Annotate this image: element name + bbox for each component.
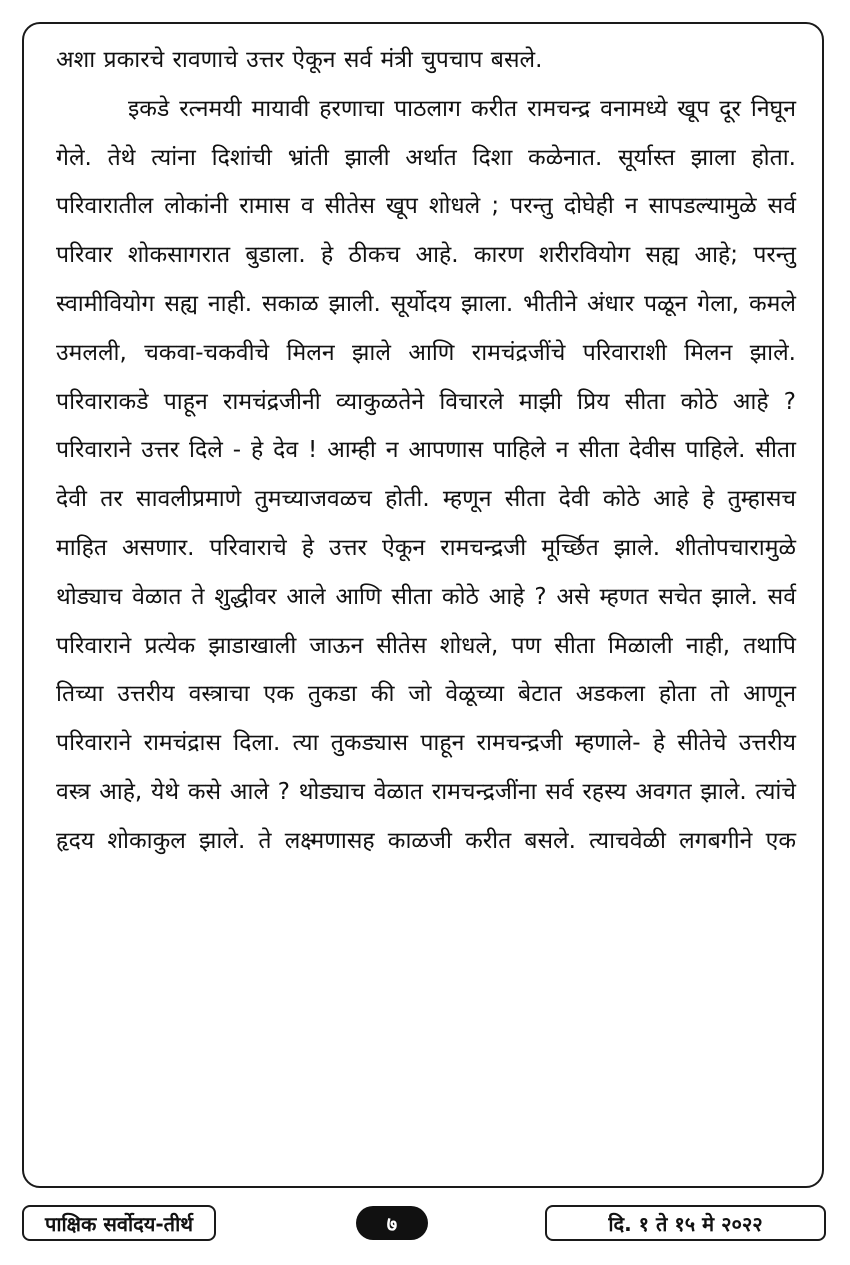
article-body [56, 36, 796, 866]
page-number: ७ [386, 1211, 398, 1236]
issue-date: दि. १ ते १५ मे २०२२ [608, 1211, 763, 1236]
publication-name-box [22, 1205, 216, 1241]
article-paragraph-2: इकडे रत्नमयी मायावी हरणाचा पाठलाग करीत रामचन्द्र वनामध्ये खूप दूर निघून गेले. तेथे त्यांना दिशांची भ्रांती झाली अर्थात दिशा कळेनात. सूर्यास्त झाला होता. परिवारातील लोकांनी रामास व सीतेस खूप शोधले ; परन्तु दोघेही न सापडल्यामुळे सर्व परिवार शोकसागरात बुडाला. हे ठीकच आहे. कारण शरीरवियोग सह्य आहे; परन्तु स्वामीवियोग सह्य नाही. सकाळ झाली. सूर्योदय झाला. भीतीने अंधार पळून गेला, कमले उमलली, चकवा-चकवीचे मिलन झाले आणि रामचंद्रजींचे परिवाराशी मिलन झाले. परिवाराकडे पाहून रामचंद्रजीनी व्याकुळतेने विचारले माझी प्रिय सीता कोठे आहे ? परिवाराने उत्तर दिले - हे देव ! आम्ही न आपणास पाहिले न सीता देवीस पाहिले. सीता देवी तर सावलीप्रमाणे तुमच्याजवळच होती. म्हणून सीता देवी कोठे आहे हे तुम्हासच माहित असणार. परिवाराचे हे उत्तर ऐकून रामचन्द्रजी मूर्च्छित झाले. शीतोपचारामुळे थोड्याच वेळात ते शुद्धीवर आले आणि सीता कोठे आहे ? असे म्हणत सचेत झाले. सर्व परिवाराने प्रत्येक झाडाखाली जाऊन सीतेस शोधले, पण सीता मिळाली नाही, तथापि तिच्या उत्तरीय वस्त्राचा एक तुकडा की जो वेळूच्या बेटात अडकला होता तो आणून परिवाराने रामचंद्रास दिला. त्या तुकड्यास पाहून रामचन्द्रजी म्हणाले- हे सीतेचे उत्तरीय वस्त्र आहे, येथे कसे आले ? थोड्याच वेळात रामचन्द्रजींना सर्व रहस्य अवगत झाले. त्यांचे हृदय शोकाकुल झाले. ते लक्ष्मणासह काळजी करीत बसले. त्याचवेळी लगबगीने एक [56, 95, 796, 854]
article-paragraph-1: अशा प्रकारचे रावणाचे उत्तर ऐकून सर्व मंत्री चुपचाप बसले. [56, 47, 543, 73]
page-number-badge [356, 1206, 428, 1240]
issue-date-box [545, 1205, 826, 1241]
publication-name: पाक्षिक सर्वोदय-तीर्थ [44, 1211, 194, 1236]
